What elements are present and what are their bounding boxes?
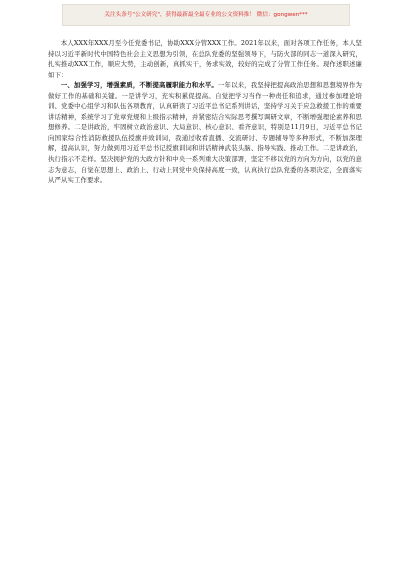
section-1-paragraph: 一、加强学习，增强素质，不断提高履职能力和水平。一年以来，我坚持把提高政治思想和思想境界作为做好工作的基础和关键。一是讲学习，充实积累促提高。自觉把学习当作一种责任和追求，通过参加理论培训、党委中心组学习和队伍各项教育，认真研读了习近平总书记系列讲话，坚持学习关于应急救援工作的重要讲话精神，系统学习了党章党规和上级指示精神，并紧密结合实际思考撰写调研文章，不断增强理论素养和思想修养。二是讲政治，牢固树立政治意识、大局意识、核心意识、看齐意识，特别是11月9日，习近平总书记向国家综合性消防救援队伍授旗并致训词，我通过收看直播、交流研讨、专题辅导等多种形式，不断加深理解，提高认识，努力做到用习近平总书记授旗训词和讲话精神武装头脑、指导实践、推动工作。二是讲政治，执行指示不走样。坚决拥护党的大政方针和中央一系列重大决策部署，坚定不移以党的方向为方向，以党的意志为意志，自觉在思想上、政治上、行动上同党中央保持高度一致，认真执行总队党委的各项决定，全面落实从严从实工作要求。 xyxy=(48,81,363,185)
document-body xyxy=(48,38,362,186)
wechat-promo-banner xyxy=(62,4,350,26)
banner-text: 关注头条号"公文研究"，获得最新最全最专业的公文资料推！ 微信：gongwen*** xyxy=(104,12,308,18)
intro-paragraph: 本人XXX年XXX月至今任党委书记，协助XXX分管XXX工作。2021年以来，面对各项工作任务，本人坚持以习近平新时代中国特色社会主义思想为引领，在总队党委的坚强领导下，与防火部的同志一道深入研究，扎实推动XXX工作，顺应大势，主动创新，真抓实干，务求实效，较好的完成了分管工作任务。现作述职述廉如下： xyxy=(48,39,362,79)
section-1-heading: 一、加强学习，增强素质，不断提高履职能力和水平。 xyxy=(60,81,218,90)
